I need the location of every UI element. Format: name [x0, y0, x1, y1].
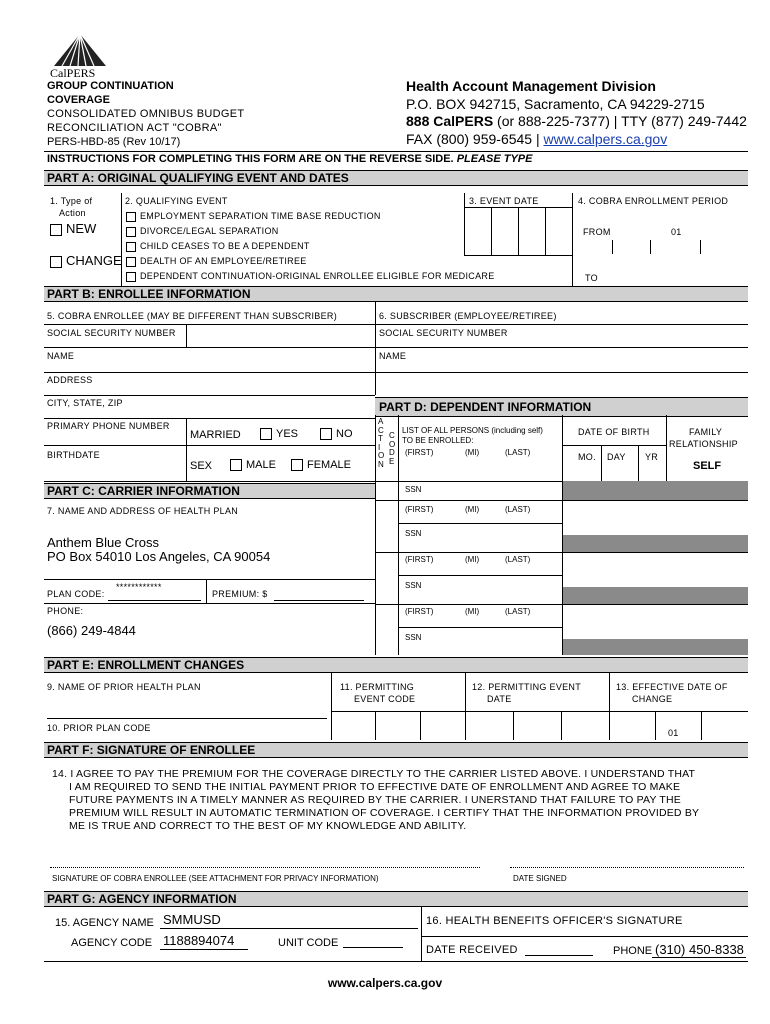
agency-name-value: SMMUSD — [163, 912, 221, 927]
permitting-date-label-1: 12. PERMITTING EVENT — [472, 682, 582, 692]
last-label: (LAST) — [505, 448, 531, 457]
sex-male-checkbox[interactable] — [230, 459, 276, 471]
married-yes-checkbox[interactable] — [260, 428, 298, 440]
relationship-label: RELATIONSHIP — [669, 439, 738, 449]
agreement-line-5: ME IS TRUE AND CORRECT TO THE BEST OF MY KNOWLEDGE AND ABILITY. — [69, 820, 467, 832]
officer-phone-value: (310) 450-8338 — [655, 942, 744, 957]
subscriber-label: 6. SUBSCRIBER (EMPLOYEE/RETIREE) — [379, 311, 557, 321]
part-d-title: PART D: DEPENDENT INFORMATION — [379, 400, 592, 414]
mo-label: MO. — [578, 452, 596, 462]
first-label: (FIRST) — [405, 448, 434, 457]
dep4-shaded-cell — [562, 639, 748, 655]
new-label: NEW — [66, 221, 97, 236]
logo-text: CalPERS — [50, 66, 96, 80]
dep3-mi-label: (MI) — [465, 555, 480, 564]
birthdate-label: BIRTHDATE — [47, 450, 100, 460]
plan-address: PO Box 54010 Los Angeles, CA 90054 — [47, 549, 271, 564]
division-phone — [406, 113, 747, 129]
phone-rest: (or 888-225-7377) | TTY (877) 249-7442 — [493, 113, 747, 129]
from-label: FROM — [583, 227, 611, 237]
dep1-shaded-cell — [562, 481, 748, 500]
dep2-shaded-cell — [562, 535, 748, 552]
part-b-header — [44, 286, 748, 302]
dep1-ssn-label: SSN — [405, 485, 422, 494]
to-be-enrolled-label: TO BE ENROLLED: — [402, 436, 474, 445]
permitting-code-label-2: EVENT CODE — [354, 694, 416, 704]
dob-label: DATE OF BIRTH — [578, 427, 650, 437]
plan-code-label: PLAN CODE: — [47, 589, 105, 599]
dep4-first-label: (FIRST) — [405, 607, 434, 616]
agency-code-value: 1188894074 — [163, 933, 235, 948]
married-label: MARRIED — [190, 429, 241, 441]
change-checkbox[interactable] — [50, 253, 122, 268]
date-received-label: DATE RECEIVED — [426, 944, 518, 956]
part-b-title: PART B: ENROLLEE INFORMATION — [47, 287, 251, 301]
instructions-text: INSTRUCTIONS FOR COMPLETING THIS FORM ARE ON THE REVERSE SIDE. — [47, 153, 454, 165]
plan-code-value: ************ — [116, 582, 162, 592]
agreement-line-1: 14. I AGREE TO PAY THE PREMIUM FOR THE COVERAGE DIRECTLY TO THE CARRIER LISTED ABOVE. I UNDERSTAND THAT — [52, 768, 696, 780]
enrollee-label: 5. COBRA ENROLLEE (MAY BE DIFFERENT THAN SUBSCRIBER) — [47, 311, 337, 321]
dep4-mi-label: (MI) — [465, 607, 480, 616]
yes-label: YES — [276, 428, 299, 440]
enrollee-ssn-label: SOCIAL SECURITY NUMBER — [47, 328, 176, 338]
division-fax — [406, 131, 667, 147]
event-option-label: CHILD CEASES TO BE A DEPENDENT — [140, 241, 310, 251]
no-label: NO — [336, 428, 353, 440]
part-d-header — [375, 397, 748, 417]
fax-text: FAX (800) 959-6545 | — [406, 131, 544, 147]
married-no-checkbox[interactable] — [320, 428, 353, 440]
action-vertical-label: A C T I O N — [378, 417, 385, 469]
calpers-logo-icon — [50, 32, 110, 68]
date-signed-label: DATE SIGNED — [513, 874, 567, 883]
plan-name: Anthem Blue Cross — [47, 535, 159, 550]
part-c-header — [44, 483, 375, 499]
effective-day: 01 — [668, 728, 679, 738]
self-label: SELF — [693, 460, 722, 472]
event-option-employment[interactable] — [126, 211, 381, 222]
change-label: CHANGE — [66, 253, 122, 268]
enrollee-name-label: NAME — [47, 351, 75, 361]
officer-signature-label: 16. HEALTH BENEFITS OFFICER'S SIGNATURE — [426, 915, 683, 927]
event-option-medicare[interactable] — [126, 271, 495, 282]
form-title-line1: GROUP CONTINUATION — [47, 80, 174, 92]
type-of-action-label: 1. Type of — [50, 196, 93, 206]
female-label: FEMALE — [307, 459, 352, 471]
carrier-phone-label: PHONE: — [47, 606, 84, 616]
part-g-header — [44, 891, 748, 907]
part-a-header — [44, 170, 748, 186]
yr-label: YR — [645, 452, 659, 462]
part-e-title: PART E: ENROLLMENT CHANGES — [47, 658, 245, 672]
dep3-first-label: (FIRST) — [405, 555, 434, 564]
signature-label: SIGNATURE OF COBRA ENROLLEE (SEE ATTACHMENT FOR PRIVACY INFORMATION) — [52, 874, 379, 883]
act-line2: RECONCILIATION ACT "COBRA" — [47, 122, 222, 134]
unit-code-label: UNIT CODE — [278, 937, 339, 949]
dep3-last-label: (LAST) — [505, 555, 531, 564]
prior-code-label: 10. PRIOR PLAN CODE — [47, 723, 151, 733]
dep2-first-label: (FIRST) — [405, 505, 434, 514]
dep3-shaded-cell — [562, 587, 748, 604]
part-c-title: PART C: CARRIER INFORMATION — [47, 484, 240, 498]
event-option-label: DEALTH OF AN EMPLOYEE/RETIREE — [140, 256, 307, 266]
male-label: MALE — [246, 459, 276, 471]
agreement-line-2: I AM REQUIRED TO SEND THE INITIAL PAYMENT PRIOR TO EFFECTIVE DATE OF ENROLLMENT AND AGREE TO MAKE — [69, 781, 681, 793]
subscriber-name-label: NAME — [379, 351, 407, 361]
dep2-ssn-label: SSN — [405, 529, 422, 538]
effective-date-label-1: 13. EFFECTIVE DATE OF — [616, 682, 728, 692]
list-persons-label: LIST OF ALL PERSONS (including self) — [402, 426, 543, 435]
qualifying-event-label: 2. QUALIFYING EVENT — [125, 196, 228, 206]
agreement-line-4: PREMIUM WILL RESULT IN AUTOMATIC TERMINATION OF COVERAGE. I CERTIFY THAT THE INFORMATION PROVIDED BY — [69, 807, 700, 819]
from-day: 01 — [671, 227, 682, 237]
event-option-divorce[interactable] — [126, 226, 279, 237]
division-address: P.O. BOX 942715, Sacramento, CA 94229-2715 — [406, 96, 705, 112]
health-plan-label: 7. NAME AND ADDRESS OF HEALTH PLAN — [47, 506, 239, 516]
form-title-line2: COVERAGE — [47, 94, 110, 106]
action-label: Action — [59, 208, 86, 218]
event-option-label: DEPENDENT CONTINUATION-ORIGINAL ENROLLEE ELIGIBLE FOR MEDICARE — [140, 271, 495, 281]
day-label: DAY — [607, 452, 626, 462]
part-f-header — [44, 742, 748, 758]
phone-label: PRIMARY PHONE NUMBER — [47, 421, 170, 431]
address-label: ADDRESS — [47, 375, 93, 385]
calpers-logo — [50, 32, 110, 78]
permitting-code-label-1: 11. PERMITTING — [340, 682, 415, 692]
agency-name-label: 15. AGENCY NAME — [55, 917, 154, 929]
dep2-last-label: (LAST) — [505, 505, 531, 514]
calpers-phone: 888 CalPERS — [406, 113, 494, 129]
part-e-header — [44, 657, 748, 673]
code-vertical-label: C O D E — [389, 431, 396, 466]
premium-label: PREMIUM: $ — [212, 589, 268, 599]
permitting-date-label-2: DATE — [487, 694, 512, 704]
instructions — [47, 153, 532, 165]
act-line1: CONSOLIDATED OMNIBUS BUDGET — [47, 108, 245, 120]
dep2-mi-label: (MI) — [465, 505, 480, 514]
agency-code-label: AGENCY CODE — [71, 937, 153, 949]
dep3-ssn-label: SSN — [405, 581, 422, 590]
enrollment-period-label: 4. COBRA ENROLLMENT PERIOD — [578, 196, 729, 206]
new-checkbox[interactable] — [50, 221, 96, 236]
carrier-phone-value: (866) 249-4844 — [47, 623, 136, 638]
part-f-title: PART F: SIGNATURE OF ENROLLEE — [47, 743, 256, 757]
event-option-label: EMPLOYMENT SEPARATION TIME BASE REDUCTION — [140, 211, 381, 221]
event-option-death[interactable] — [126, 256, 307, 267]
city-label: CITY, STATE, ZIP — [47, 398, 123, 408]
officer-phone-label: PHONE — [613, 945, 653, 957]
date-signed-line[interactable] — [510, 867, 744, 868]
sex-label: SEX — [190, 460, 213, 472]
event-date-label: 3. EVENT DATE — [469, 196, 539, 206]
please-type: PLEASE TYPE — [456, 153, 533, 165]
part-a-title: PART A: ORIGINAL QUALIFYING EVENT AND DATES — [47, 171, 349, 185]
division-name: Health Account Management Division — [406, 78, 656, 94]
sex-female-checkbox[interactable] — [291, 459, 351, 471]
event-option-label: DIVORCE/LEGAL SEPARATION — [140, 226, 279, 236]
to-label: TO — [585, 273, 598, 283]
agreement-line-3: FUTURE PAYMENTS IN A TIMELY MANNER AS REQUIRED BY THE CARRIER. I UNERSTAND THAT FAILURE TO PAY THE — [69, 794, 682, 806]
dep4-last-label: (LAST) — [505, 607, 531, 616]
effective-date-label-2: CHANGE — [632, 694, 673, 704]
dep4-ssn-label: SSN — [405, 633, 422, 642]
signature-line[interactable] — [50, 867, 480, 868]
mi-label: (MI) — [465, 448, 480, 457]
event-option-child[interactable] — [126, 241, 310, 252]
website-link[interactable]: www.calpers.ca.gov — [543, 131, 668, 147]
form-number: PERS-HBD-85 (Rev 10/17) — [47, 136, 181, 148]
prior-plan-label: 9. NAME OF PRIOR HEALTH PLAN — [47, 682, 201, 692]
footer-website: www.calpers.ca.gov — [327, 976, 443, 990]
family-label: FAMILY — [689, 427, 723, 437]
subscriber-ssn-label: SOCIAL SECURITY NUMBER — [379, 328, 508, 338]
part-g-title: PART G: AGENCY INFORMATION — [47, 892, 237, 906]
